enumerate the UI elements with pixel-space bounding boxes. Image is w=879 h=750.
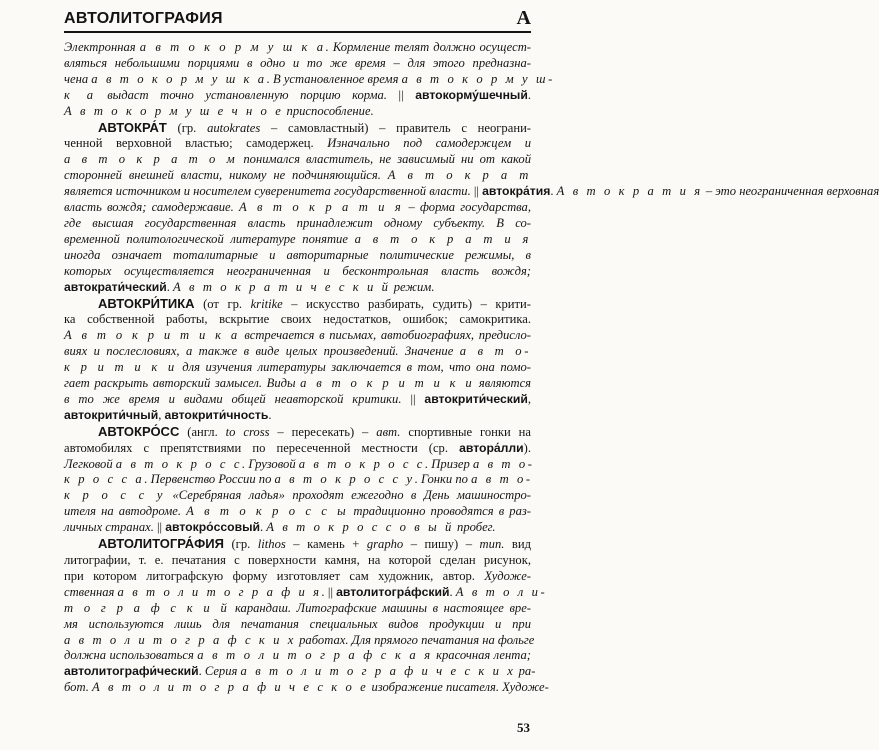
text-fragment: . Призер (425, 456, 473, 471)
text-fragment: должна использоваться (64, 648, 198, 663)
derived-word: автолитографи́ческий (64, 664, 199, 679)
text-line (64, 472, 531, 488)
text-fragment: пробег. (453, 520, 496, 535)
text-fragment: а в т о- (472, 456, 535, 471)
text-fragment: ра- (515, 664, 536, 679)
text-fragment: тип. (479, 537, 505, 552)
text-fragment: А в т о л и- (455, 584, 548, 599)
text-line (64, 360, 531, 376)
text-fragment: А в т о л и т о г р а ф и ч е с к о е (92, 680, 369, 695)
text-fragment: – камень + (285, 537, 367, 552)
text-line (64, 601, 531, 617)
text-fragment: А в т о к р а т и ч е с к и й (173, 279, 391, 294)
text-line (64, 120, 531, 137)
text-line (64, 328, 531, 344)
text-fragment: kritike (250, 296, 283, 311)
text-line (64, 680, 549, 696)
text-fragment: Серия (204, 664, 241, 679)
text-fragment: власть вождя; самодержавие. (64, 200, 239, 215)
text-line (64, 71, 555, 88)
text-fragment: при котором литографскую форму изготовляет сам художник, автор. (64, 568, 485, 583)
headword: АВТОКРИ́ТИКА (98, 295, 195, 311)
text-fragment: . (268, 407, 272, 422)
text-fragment: а в т о к р о с с у (274, 472, 415, 487)
derived-word: автокрити́чность (164, 407, 269, 422)
text-line (64, 488, 531, 504)
text-line (64, 584, 548, 601)
text-line (64, 40, 531, 56)
text-fragment: . Гонки по (414, 472, 472, 487)
text-fragment: т о г р а ф с к и й (64, 600, 230, 615)
derived-word: автократи́ческий (64, 279, 167, 294)
text-fragment: . Первенство России по (144, 472, 275, 487)
text-fragment: to cross (225, 424, 270, 439)
text-fragment: Художе- (484, 568, 531, 583)
text-fragment: А в т о к р о с с о в ы й (266, 520, 454, 535)
text-fragment: которых осуществляется неограниченная и бесконтрольная власть вождя; (64, 263, 531, 278)
text-line (64, 617, 531, 633)
text-fragment: чена (64, 71, 92, 86)
text-fragment: А в т о к р а т и я (556, 184, 703, 199)
headword: АВТОКРО́СС (98, 423, 180, 439)
text-line (64, 152, 531, 168)
text-line (64, 376, 531, 392)
text-fragment: Электронная (64, 40, 140, 54)
text-line (64, 424, 531, 441)
text-line (64, 441, 531, 457)
text-fragment: автомобилях с препятствиями по пересеченной местности (ср. (64, 440, 460, 455)
text-fragment: а в т о- (459, 344, 531, 359)
dictionary-entry (64, 119, 879, 296)
text-fragment: А в т о к р о с с ы (186, 504, 349, 519)
text-fragment: иногда означает тоталитарные и авторитарные политические режимы, в (64, 247, 531, 262)
text-line (64, 392, 531, 408)
text-fragment: , (527, 391, 531, 406)
text-fragment: сторонней внешней власти, никому не подчиняющийся. (64, 168, 388, 183)
text-line (64, 88, 531, 104)
derived-word: автокрити́чный (64, 407, 159, 422)
text-line (64, 136, 531, 152)
text-fragment: к р о с с а (64, 472, 145, 487)
text-line (64, 280, 531, 296)
dictionary-text (64, 40, 879, 696)
text-fragment: . (198, 664, 205, 679)
text-fragment: гает раскрыть авторский замысел. Виды (64, 376, 301, 391)
text-fragment: вид (504, 537, 531, 552)
text-fragment: спортивные гонки на (400, 424, 532, 439)
text-fragment: || (324, 584, 337, 599)
text-fragment: являются (474, 376, 532, 391)
text-line (64, 504, 531, 520)
text-fragment: . (259, 520, 267, 535)
running-head-title: АВТОЛИТОГРАФИЯ (64, 10, 223, 27)
text-fragment: традиционно проводятся в раз- (348, 504, 531, 519)
text-line (64, 553, 531, 569)
headword: АВТОКРА́Т (98, 119, 167, 135)
text-fragment: к р и т и к и (64, 360, 177, 375)
text-fragment: – пишу) – (403, 537, 480, 552)
text-fragment: ителя на автодроме. (64, 504, 187, 519)
text-fragment: – искусство разбирать, судить) – крити- (282, 296, 531, 311)
text-fragment: (от гр. (194, 296, 251, 311)
text-fragment: ка собственной работы, вскрытие своих недостатков, ошибок; самокритика. (64, 312, 531, 327)
text-fragment: литографии, т. е. печатания с поверхности камня, на которой сделан рисунок, (64, 553, 531, 567)
text-fragment: . (321, 584, 325, 599)
text-fragment: в то же время и видами общей неавторской критики. (64, 391, 411, 406)
text-fragment: а в т о к р о с с (115, 456, 243, 471)
text-fragment: (англ. (179, 424, 226, 439)
page-number: 53 (517, 720, 530, 735)
text-fragment: а в т о- (471, 472, 533, 487)
text-fragment: для изучения литературы заключается в том, что она помо- (176, 360, 531, 375)
text-fragment: к а (64, 87, 96, 102)
text-fragment: || (410, 391, 425, 406)
text-line (64, 296, 531, 313)
text-line (64, 648, 531, 664)
text-fragment: Легковой (64, 456, 116, 471)
text-fragment: (гр. (223, 537, 258, 552)
text-line (64, 248, 531, 264)
text-fragment: понимался властитель, не зависимый ни от какой (237, 152, 532, 167)
text-fragment: , (158, 407, 165, 422)
text-fragment: карандаш. Литографские машины в настоящее вре- (229, 600, 531, 615)
text-line (64, 312, 531, 328)
text-fragment: а в т о л и т о г р а ф с к а я (197, 648, 433, 663)
text-fragment: ). (523, 440, 531, 455)
text-fragment: А в т о к о р м у ш е ч н о е (64, 103, 284, 118)
text-fragment: grapho (366, 537, 404, 552)
text-line (64, 664, 536, 680)
running-header (64, 6, 531, 32)
text-fragment: встречается в письмах, автобиографиях, предисло- (239, 328, 532, 343)
derived-word: автокрити́ческий (424, 391, 528, 406)
text-fragment: режим. (390, 279, 435, 294)
text-fragment: . (550, 184, 557, 199)
text-fragment: мя используются лишь для печатания специальных видов продукции и при (64, 616, 531, 631)
text-line (64, 632, 535, 649)
text-fragment: а в т о к р и т и к и (300, 376, 475, 391)
text-fragment: виях и послесловиях, а также в виде целых произведений. Значение (64, 344, 460, 359)
text-fragment: || (398, 87, 416, 102)
derived-word: автокро́ссовый (165, 520, 260, 535)
text-fragment: (гр. (166, 120, 208, 135)
text-line (64, 200, 531, 216)
text-fragment: а в т о л и т о г р а ф и я (117, 584, 322, 599)
text-fragment: выдаст точно установленную порцию корма. (95, 87, 399, 102)
dictionary-entry (64, 296, 531, 424)
text-fragment: . (527, 87, 531, 102)
text-line (64, 264, 531, 280)
text-fragment: ственная (64, 584, 118, 599)
text-fragment: а в т о к о р м у ш- (401, 71, 555, 86)
text-fragment: является источником и носителем суверенитета государственной власти. (64, 184, 474, 199)
text-fragment: А в т о к р а т и я (238, 200, 404, 215)
text-fragment: временной политологической литературе понятие (64, 231, 355, 246)
text-fragment: – форма государства, (403, 200, 531, 215)
text-fragment: приспособление. (283, 103, 374, 118)
text-fragment: А в т о к р и т и к а (64, 328, 240, 343)
headword: АВТОЛИТОГРА́ФИЯ (98, 536, 224, 552)
text-fragment: изображение писателя. Художе- (368, 680, 549, 695)
derived-word: автора́лли (459, 440, 524, 455)
text-fragment: . Кормление телят должно осущест- (325, 40, 531, 54)
text-fragment: личных странах. (64, 520, 158, 535)
text-fragment: . (166, 279, 173, 294)
text-line (64, 520, 531, 536)
text-fragment: а в т о л и т о г р а ф с к и х (64, 632, 296, 647)
text-fragment: – это неограниченная верховная (702, 184, 879, 199)
dictionary-entry (64, 536, 549, 696)
text-line (64, 456, 535, 473)
text-line (64, 216, 531, 232)
text-fragment: а в т о к р а т и я (354, 231, 531, 246)
text-line (64, 184, 879, 200)
text-fragment: || (473, 184, 483, 199)
text-fragment: – самовластный) – правитель с неограни- (260, 120, 531, 135)
text-line (64, 569, 531, 585)
text-fragment: ченной верховной властью; самодержец. (64, 136, 328, 151)
derived-word: автокорму́шечный (415, 87, 528, 102)
text-fragment: А в т о к р а т (387, 168, 531, 183)
text-line (64, 344, 531, 360)
text-fragment: а в т о л и т о г р а ф и ч е с к и х (240, 664, 516, 679)
dictionary-entry (64, 423, 535, 536)
text-fragment: Изначально под самодержцем и (327, 136, 531, 151)
text-fragment: где высшая государственная власть принадлежит одному субъекту. В со- (64, 215, 531, 230)
section-letter: А (516, 7, 531, 29)
text-fragment: красочная лента; (432, 648, 531, 663)
text-line (64, 56, 531, 72)
text-fragment: вляться небольшими порциями в одно и то же время – для этого предназна- (64, 55, 531, 70)
text-line (64, 232, 531, 248)
text-fragment: . (449, 584, 456, 599)
text-fragment: а в т о к р о с с (298, 456, 425, 471)
text-line (64, 104, 531, 120)
text-fragment: а в т о к о р м у ш к а (139, 40, 326, 54)
text-fragment: . В установленное время (266, 71, 402, 86)
derived-word: автокра́тия (482, 184, 551, 199)
text-fragment: . Грузовой (242, 456, 299, 471)
text-fragment: работах. Для прямого печатания на фольге (295, 632, 535, 647)
text-line (64, 536, 531, 553)
text-fragment: а в т о к о р м у ш к а (91, 71, 267, 86)
text-fragment: авт. (376, 424, 401, 439)
text-fragment: – пересекать) – (269, 424, 377, 439)
text-fragment: к р о с с у (64, 488, 166, 503)
text-fragment: бот. (64, 680, 93, 695)
text-line (64, 408, 531, 424)
derived-word: автолитогра́фский (336, 584, 450, 599)
text-fragment: lithos (257, 537, 286, 552)
dictionary-entry (64, 40, 555, 120)
text-fragment: autokrates (207, 120, 261, 135)
header-rule (64, 31, 531, 33)
text-fragment: «Серебряная ладья» проходят ежегодно в День машиностро- (165, 488, 531, 503)
text-line (64, 168, 531, 184)
text-fragment: а в т о к р а т о м (64, 152, 238, 167)
text-fragment: || (157, 520, 166, 535)
